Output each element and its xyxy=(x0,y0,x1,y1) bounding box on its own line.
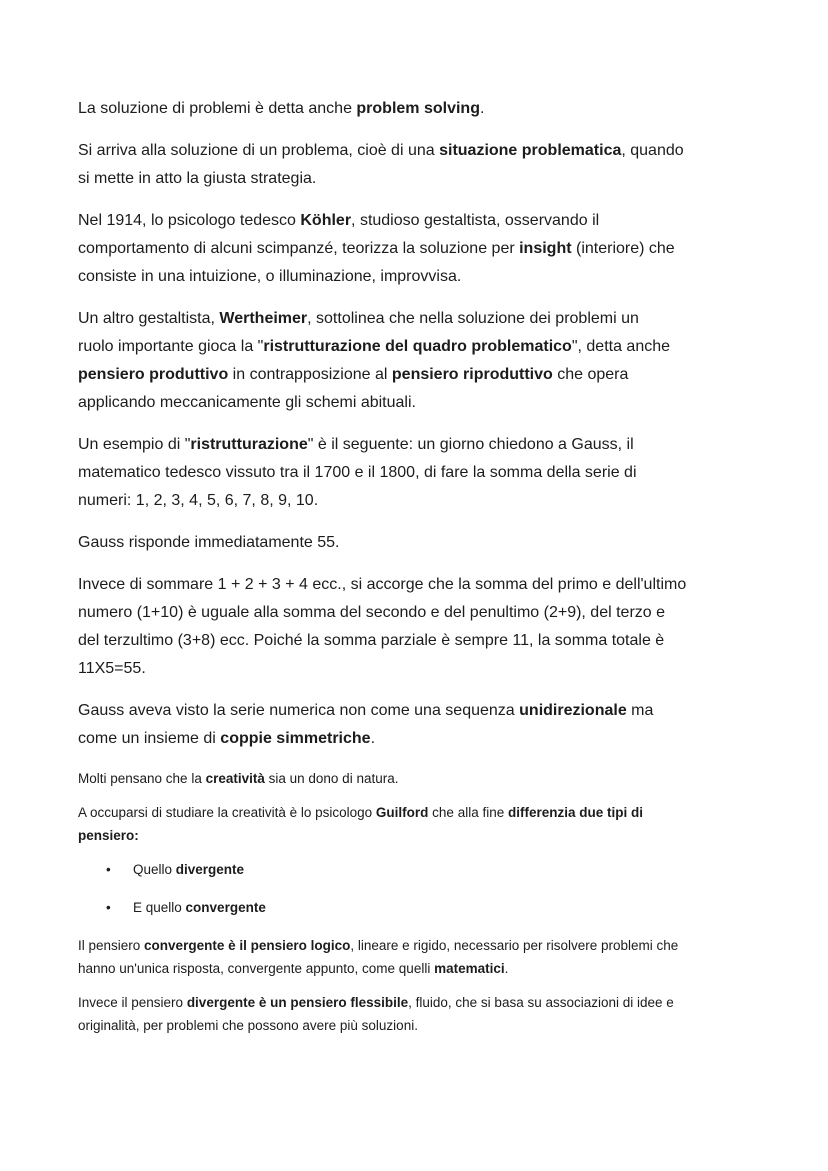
bold-text-run: ristrutturazione xyxy=(190,436,308,453)
text-line xyxy=(78,389,758,417)
bold-text-run: Wertheimer xyxy=(219,310,308,327)
bold-text-run: creatività xyxy=(205,771,265,786)
bold-text-run: problem solving xyxy=(356,100,480,117)
text-line xyxy=(78,1014,758,1037)
text-line xyxy=(78,627,758,655)
text-line xyxy=(78,333,758,361)
text-line xyxy=(78,529,758,557)
text-line xyxy=(78,207,758,235)
text-run: ma xyxy=(626,702,654,719)
text-run: Nel 1914, lo psicologo tedesco xyxy=(78,212,301,229)
text-line xyxy=(78,801,758,824)
text-run: , sottolinea che nella soluzione dei problemi un xyxy=(307,310,639,327)
text-line xyxy=(78,655,758,683)
bold-text-run: Köhler xyxy=(300,212,352,229)
text-run: 11X5=55. xyxy=(78,660,146,677)
paragraph xyxy=(78,934,758,980)
text-line xyxy=(78,305,758,333)
bold-text-run: convergente è il pensiero logico xyxy=(144,938,351,953)
paragraph xyxy=(78,305,758,417)
bold-text-run: pensiero produttivo xyxy=(78,366,229,383)
text-run: . xyxy=(504,961,509,976)
text-line xyxy=(78,459,758,487)
document-body xyxy=(78,95,758,1037)
text-line xyxy=(78,697,758,725)
text-run: , lineare e rigido, necessario per risolvere problemi che xyxy=(350,938,679,953)
bold-text-run: situazione problematica xyxy=(439,142,622,159)
paragraph xyxy=(78,529,758,557)
bullet-icon: • xyxy=(106,900,111,915)
text-line xyxy=(78,235,758,263)
text-run: Quello xyxy=(133,862,176,877)
text-run: Si arriva alla soluzione di un problema, cioè di una xyxy=(78,142,440,159)
text-line xyxy=(78,824,758,847)
bold-text-run: differenzia due tipi di xyxy=(507,805,643,820)
text-line xyxy=(78,263,758,291)
bold-text-run: matematici xyxy=(434,961,505,976)
text-run: che alla fine xyxy=(428,805,508,820)
text-line xyxy=(78,599,758,627)
paragraph xyxy=(78,431,758,515)
bold-text-run: insight xyxy=(519,240,572,257)
text-run: (interiore) che xyxy=(571,240,675,257)
text-run: che opera xyxy=(552,366,629,383)
text-run: ", detta anche xyxy=(571,338,671,355)
text-run: , quando xyxy=(621,142,684,159)
paragraph xyxy=(78,137,758,193)
text-run: come un insieme di xyxy=(78,730,221,747)
text-line xyxy=(78,934,758,957)
text-run: La soluzione di problemi è detta anche xyxy=(78,100,357,117)
text-run: E quello xyxy=(133,900,186,915)
list-item-text xyxy=(133,896,266,919)
text-run: Invece di sommare 1 + 2 + 3 + 4 ecc., si accorge che la somma del primo e dell'ultimo xyxy=(78,576,687,593)
text-run: matematico tedesco vissuto tra il 1700 e il 1800, di fare la somma della serie di xyxy=(78,464,637,481)
bold-text-run: divergente è un pensiero flessibile xyxy=(186,995,409,1010)
text-line xyxy=(78,767,758,790)
text-run: Un altro gestaltista, xyxy=(78,310,220,327)
text-line xyxy=(78,957,758,980)
list-item-text xyxy=(133,858,244,881)
paragraph xyxy=(78,801,758,847)
text-run: . xyxy=(370,730,376,747)
text-run: numero (1+10) è uguale alla somma del secondo e del penultimo (2+9), del terzo e xyxy=(78,604,666,621)
text-line xyxy=(78,361,758,389)
text-line xyxy=(78,725,758,753)
text-run: " è il seguente: un giorno chiedono a Gauss, il xyxy=(307,436,634,453)
text-run: Invece il pensiero xyxy=(78,995,187,1010)
text-run: , studioso gestaltista, osservando il xyxy=(351,212,600,229)
bold-text-run: Guilford xyxy=(375,805,429,820)
text-line xyxy=(78,431,758,459)
text-run: Gauss aveva visto la serie numerica non come una sequenza xyxy=(78,702,520,719)
list-item xyxy=(106,858,758,881)
list-item xyxy=(106,896,758,919)
text-run: originalità, per problemi che possono avere più soluzioni. xyxy=(78,1018,418,1033)
text-run: Molti pensano che la xyxy=(78,771,206,786)
text-run: comportamento di alcuni scimpanzé, teorizza la soluzione per xyxy=(78,240,520,257)
text-run: hanno un'unica risposta, convergente appunto, come quelli xyxy=(78,961,435,976)
paragraph xyxy=(78,767,758,790)
text-line xyxy=(133,896,266,919)
paragraph xyxy=(78,95,758,123)
text-run: si mette in atto la giusta strategia. xyxy=(78,170,317,187)
text-line xyxy=(78,487,758,515)
bold-text-run: ristrutturazione del quadro problematico xyxy=(263,338,572,355)
paragraph xyxy=(78,207,758,291)
bold-text-run: unidirezionale xyxy=(519,702,627,719)
text-run: Il pensiero xyxy=(78,938,145,953)
bold-text-run: coppie simmetriche xyxy=(220,730,371,747)
bold-text-run: pensiero riproduttivo xyxy=(391,366,553,383)
text-line xyxy=(78,571,758,599)
text-run: . xyxy=(479,100,485,117)
text-line xyxy=(78,137,758,165)
text-run: A occuparsi di studiare la creatività è lo psicologo xyxy=(78,805,376,820)
text-run: in contrapposizione al xyxy=(228,366,392,383)
paragraph xyxy=(78,697,758,753)
bold-text-run: pensiero: xyxy=(78,828,139,843)
text-run: ruolo importante gioca la " xyxy=(78,338,264,355)
text-run: applicando meccanicamente gli schemi abituali. xyxy=(78,394,416,411)
bold-text-run: divergente xyxy=(175,862,245,877)
bullet-icon: • xyxy=(106,862,111,877)
paragraph xyxy=(78,571,758,683)
text-run: del terzultimo (3+8) ecc. Poiché la somma parziale è sempre 11, la somma totale è xyxy=(78,632,665,649)
text-run: sia un dono di natura. xyxy=(264,771,399,786)
text-line xyxy=(78,165,758,193)
paragraph xyxy=(78,991,758,1037)
text-run: numeri: 1, 2, 3, 4, 5, 6, 7, 8, 9, 10. xyxy=(78,492,319,509)
text-line xyxy=(78,95,758,123)
text-line xyxy=(133,858,244,881)
text-line xyxy=(78,991,758,1014)
text-run: consiste in una intuizione, o illuminazione, improvvisa. xyxy=(78,268,462,285)
text-run: , fluido, che si basa su associazioni di idee e xyxy=(408,995,674,1010)
text-run: Un esempio di " xyxy=(78,436,191,453)
bold-text-run: convergente xyxy=(185,900,266,915)
text-run: Gauss risponde immediatamente 55. xyxy=(78,534,340,551)
